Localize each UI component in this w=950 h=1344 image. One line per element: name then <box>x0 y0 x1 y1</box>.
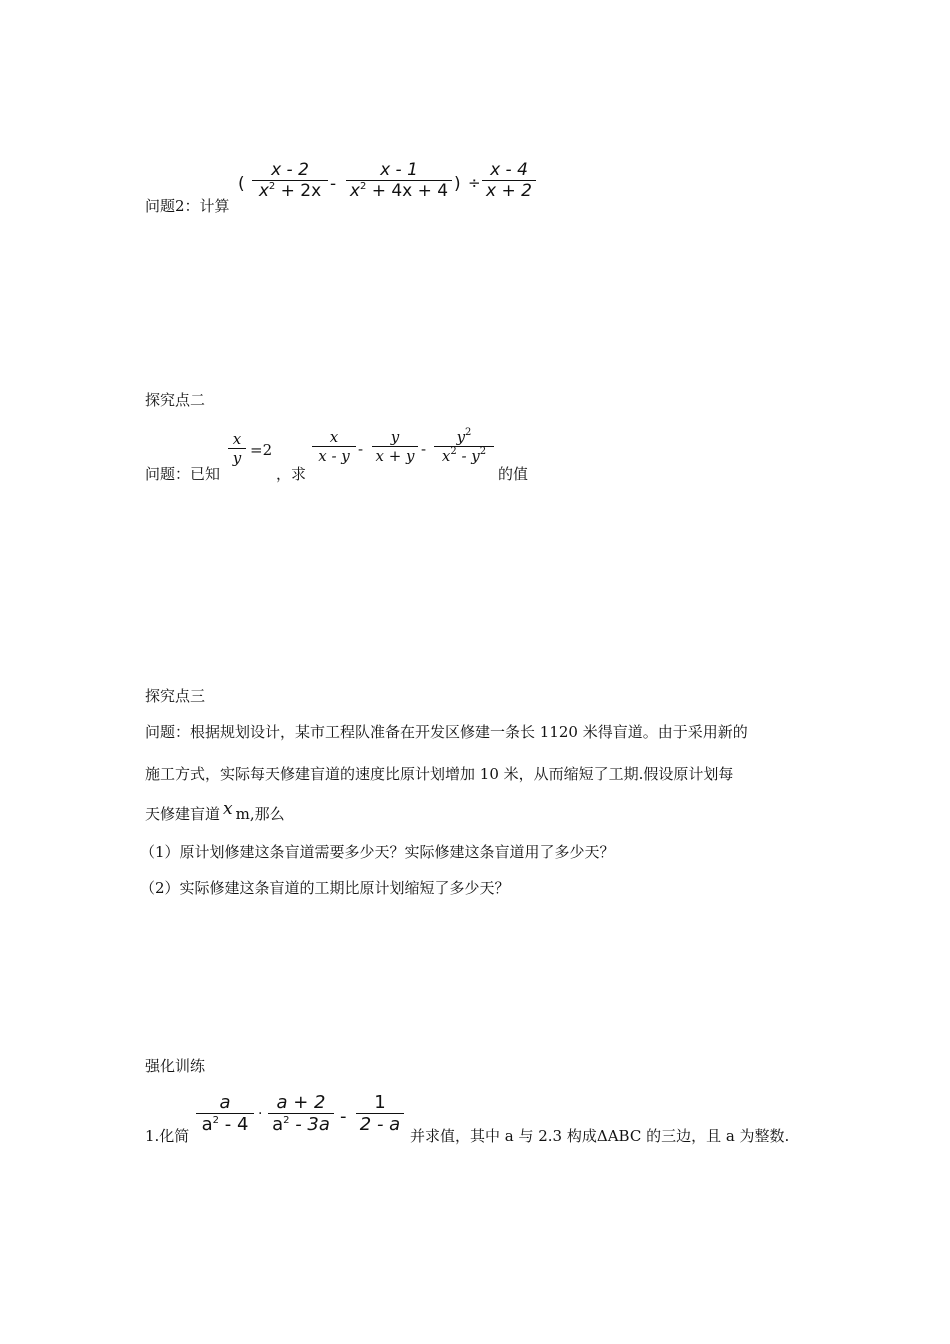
fraction-2 <box>346 160 452 201</box>
p2-fraction-2-numerator: y <box>390 428 400 446</box>
fraction-1 <box>252 160 328 201</box>
p2-fraction-3-den-mid: - y <box>456 447 480 465</box>
point3-line3-text: 天修建盲道 <box>145 805 221 823</box>
point3-line3-tail: m,那么 <box>235 805 285 823</box>
t-fraction-2-numerator: a + 2 <box>276 1092 326 1113</box>
p2-fraction-3-den-exp2: 2 <box>479 446 487 457</box>
fraction-2-den-rest: + 4x + 4 <box>366 181 449 201</box>
t-minus: - <box>340 1106 347 1127</box>
fraction-1-den-rest: + 2x <box>275 181 322 201</box>
t-fraction-3-numerator: 1 <box>374 1092 386 1113</box>
given-fraction <box>228 430 246 467</box>
minus-1: - <box>330 174 337 194</box>
given-denominator: y <box>232 449 242 467</box>
t-fraction-1-den-rest: - 4 <box>219 1114 249 1135</box>
t-fraction-1 <box>196 1092 254 1135</box>
section-heading-point3: 探究点三 <box>145 687 206 705</box>
point3-line2: 施工方式，实际每天修建盲道的速度比原计划增加 10 米，从而缩短了工期.假设原计划每 <box>145 765 734 783</box>
p2-fraction-3-den-base: x <box>441 447 451 465</box>
right-paren: ) <box>454 174 461 194</box>
fraction-1-den-exp: 2 <box>268 181 276 192</box>
training-label: 1.化简 <box>145 1127 190 1145</box>
p2-fraction-3-num-base: y <box>456 428 466 446</box>
qiu-label: ，求 <box>276 465 307 483</box>
t-fraction-2-den-base: a <box>272 1114 284 1135</box>
training-suffix: 并求值，其中 a 与 2.3 构成ΔABC 的三边，且 a 为整数. <box>410 1127 790 1145</box>
fraction-2-den-base: x <box>349 181 360 201</box>
p2-minus-1: - <box>358 440 364 458</box>
divide-sign: ÷ <box>468 174 481 192</box>
question-1: （1）原计划修建这条盲道需要多少天？实际修建这条盲道用了多少天？ <box>140 843 615 861</box>
section-heading-point2: 探究点二 <box>145 391 206 409</box>
point3-line1: 问题：根据规划设计，某市工程队准备在开发区修建一条长 1120 米得盲道。由于采用新的 <box>145 723 748 741</box>
training-expression <box>196 1092 408 1148</box>
problem2-label: 问题2：计算 <box>145 197 230 215</box>
fraction-1-numerator: x - 2 <box>271 160 309 180</box>
problem2-expression <box>238 160 548 216</box>
p2-minus-2: - <box>421 440 427 458</box>
left-paren: ( <box>238 174 245 194</box>
multiply-dot: · <box>258 1106 263 1122</box>
fraction-3-numerator: x - 4 <box>490 160 528 180</box>
point3-line3 <box>145 799 285 824</box>
p2-fraction-3-num-exp: 2 <box>465 427 472 438</box>
point2-label: 问题：已知 <box>145 465 221 483</box>
variable-x: x <box>223 799 233 819</box>
point2-expression <box>312 428 502 480</box>
p2-fraction-2 <box>372 428 418 465</box>
p2-fraction-1-denominator: x - y <box>318 447 350 465</box>
question-2: （2）实际修建这条盲道的工期比原计划缩短了多少天？ <box>140 879 510 897</box>
t-fraction-1-den-exp: 2 <box>212 1115 219 1126</box>
p2-fraction-1 <box>312 428 356 465</box>
t-fraction-1-numerator: a <box>219 1092 231 1113</box>
t-fraction-2-den-exp: 2 <box>283 1115 290 1126</box>
section-heading-training: 强化训练 <box>145 1057 206 1075</box>
t-fraction-3 <box>356 1092 404 1135</box>
fraction-2-numerator: x - 1 <box>380 160 418 180</box>
p2-fraction-1-numerator: x <box>329 428 339 446</box>
t-fraction-1-den-base: a <box>201 1114 213 1135</box>
p2-fraction-3 <box>434 428 494 465</box>
t-fraction-2-den-rest: - 3a <box>289 1114 330 1135</box>
p2-fraction-3-den-exp: 2 <box>450 446 457 457</box>
point2-suffix: 的值 <box>498 465 529 483</box>
fraction-3-denominator: x + 2 <box>486 181 532 201</box>
t-fraction-2 <box>268 1092 334 1135</box>
fraction-2-den-exp: 2 <box>359 181 367 192</box>
fraction-3 <box>482 160 536 201</box>
t-fraction-3-denominator: 2 - a <box>359 1114 401 1135</box>
given-numerator: x <box>232 430 242 448</box>
given-equals: =2 <box>250 441 273 459</box>
p2-fraction-2-denominator: x + y <box>375 447 415 465</box>
fraction-1-den-base: x <box>258 181 269 201</box>
